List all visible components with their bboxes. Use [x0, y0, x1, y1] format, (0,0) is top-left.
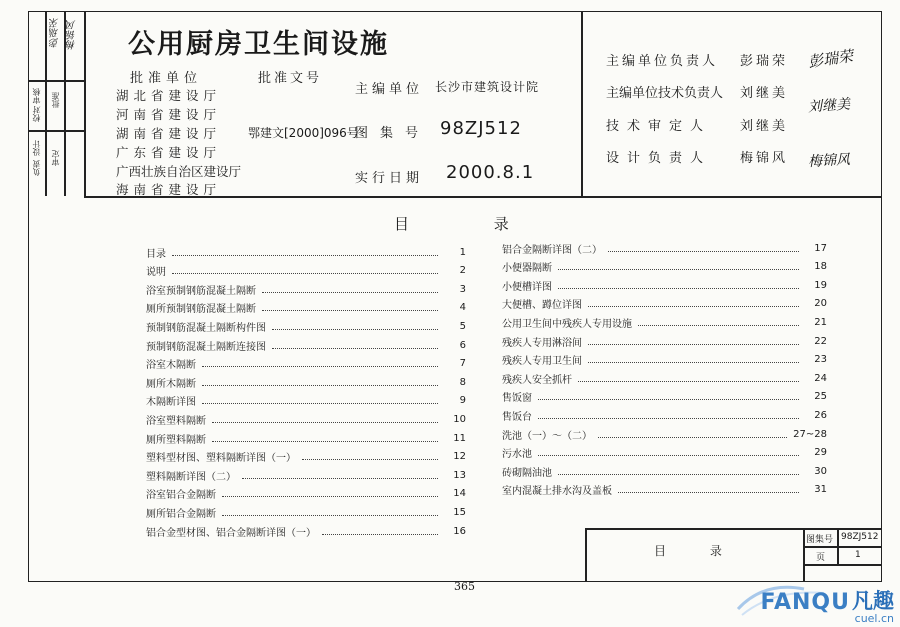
- dept-item: 湖北省建设厅: [116, 88, 222, 103]
- toc-entry: [502, 482, 827, 498]
- toc-entry-title: 塑料隔断详图（二）: [146, 471, 236, 483]
- dept-item: 广西壮族自治区建设厅: [116, 164, 242, 179]
- toc-entry-title: 厕所塑料隔断: [146, 434, 206, 446]
- toc-entry: [502, 445, 827, 461]
- title-block-left: [585, 528, 587, 582]
- toc-leader-dots: [172, 273, 438, 274]
- toc-entry-page: 13: [453, 469, 466, 481]
- toc-leader-dots: [222, 515, 438, 516]
- toc-entry: [146, 318, 466, 334]
- toc-leader-dots: [538, 399, 799, 400]
- toc-leader-dots: [202, 366, 438, 367]
- title-block-atlas-label: 图集号: [806, 535, 834, 545]
- toc-entry-page: 10: [453, 413, 466, 425]
- toc-entry: [146, 300, 466, 316]
- page-number: 365: [454, 580, 475, 593]
- title-block-page-label: 页: [816, 553, 826, 563]
- toc-entry: [146, 337, 466, 353]
- toc-leader-dots: [172, 255, 438, 256]
- watermark-logo: [760, 585, 894, 625]
- toc-entry-title: 说明: [146, 267, 166, 279]
- toc-entry-title: 小便器隔断: [502, 263, 552, 275]
- toc-entry: [146, 281, 466, 297]
- toc-entry-title: 公用卫生间中残疾人专用设施: [502, 318, 632, 330]
- toc-entry: [502, 240, 827, 256]
- toc-entry-page: 30: [814, 465, 827, 477]
- atlas-value: 98ZJ512: [440, 118, 522, 139]
- toc-title: 目 录: [394, 215, 549, 233]
- side-label: 审核: [32, 88, 41, 104]
- side-strip-divider: [64, 11, 66, 196]
- toc-entry: [502, 314, 827, 330]
- toc-entry-title: 浴室木隔断: [146, 360, 196, 372]
- toc-leader-dots: [558, 288, 799, 289]
- toc-entry-page: 11: [453, 432, 466, 444]
- chief-unit-label: 主编单位: [355, 82, 424, 97]
- side-signature: 梅锦风: [67, 20, 78, 50]
- toc-entry: [502, 463, 827, 479]
- toc-entry-page: 12: [453, 451, 466, 463]
- toc-entry: [146, 449, 466, 465]
- side-strip-divider: [84, 11, 86, 196]
- toc-entry: [502, 407, 827, 423]
- side-label: 批准: [51, 92, 60, 108]
- toc-entry-title: 预制钢筋混凝土隔断连接图: [146, 341, 266, 353]
- toc-entry-page: 5: [459, 320, 466, 332]
- dept-item: 广东省建设厅: [116, 145, 222, 160]
- contact-name: 梅锦风: [740, 151, 789, 166]
- toc-entry-title: 售饭窗: [502, 393, 532, 405]
- toc-leader-dots: [558, 474, 799, 475]
- toc-entry-title: 残疾人专用淋浴间: [502, 337, 582, 349]
- contact-signature: 梅锦风: [807, 151, 851, 171]
- toc-entry-title: 大便槽、蹲位详图: [502, 300, 582, 312]
- title-block-divider: [803, 546, 882, 548]
- contact-label: 技术审定人: [606, 119, 712, 134]
- toc-entry-title: 浴室铝合金隔断: [146, 490, 216, 502]
- toc-leader-dots: [638, 325, 799, 326]
- toc-entry: [146, 374, 466, 390]
- toc-entry-title: 砖砌隔油池: [502, 467, 552, 479]
- toc-entry-title: 木隔断详图: [146, 397, 196, 409]
- toc-entry-title: 洗池（一）～（二）: [502, 430, 592, 442]
- toc-entry-page: 4: [459, 302, 466, 314]
- toc-leader-dots: [578, 381, 799, 382]
- toc-entry: [146, 523, 466, 539]
- toc-leader-dots: [302, 459, 438, 460]
- toc-entry: [146, 430, 466, 446]
- dept-item: 河南省建设厅: [116, 107, 222, 122]
- title-block-divider: [803, 564, 882, 566]
- toc-entry-page: 19: [814, 279, 827, 291]
- contact-label: 设计负责人: [606, 151, 712, 166]
- toc-entry-title: 售饭台: [502, 411, 532, 423]
- toc-leader-dots: [222, 496, 438, 497]
- toc-entry-title: 残疾人安全抓杆: [502, 374, 572, 386]
- toc-entry: [146, 244, 466, 260]
- toc-leader-dots: [212, 422, 438, 423]
- toc-entry: [146, 263, 466, 279]
- side-strip-divider: [28, 80, 85, 82]
- toc-entry-title: 污水池: [502, 449, 532, 461]
- toc-entry-title: 残疾人专用卫生间: [502, 356, 582, 368]
- side-strip-divider: [45, 11, 47, 196]
- contact-label: 主编单位技术负责人: [606, 86, 724, 101]
- toc-entry-page: 23: [814, 354, 827, 366]
- side-label: 校对: [32, 106, 41, 122]
- approve-doc-label: 批准文号: [258, 71, 323, 86]
- toc-entry-page: 26: [814, 409, 827, 421]
- toc-entry-title: 目录: [146, 248, 166, 260]
- toc-entry-page: 29: [814, 447, 827, 459]
- toc-entry-title: 室内混凝土排水沟及盖板: [502, 486, 612, 498]
- toc-entry-page: 15: [453, 506, 466, 518]
- toc-entry-title: 铝合金型材图、铝合金隔断详图（一）: [146, 527, 316, 539]
- toc-leader-dots: [272, 348, 438, 349]
- side-signature: 彭瑞荣: [50, 18, 61, 48]
- contact-name: 刘继美: [740, 119, 789, 134]
- toc-entry-title: 浴室预制钢筋混凝土隔断: [146, 285, 256, 297]
- toc-entry: [146, 467, 466, 483]
- toc-leader-dots: [242, 478, 438, 479]
- toc-entry-page: 7: [459, 358, 466, 370]
- toc-entry-page: 31: [814, 484, 827, 496]
- toc-entry-page: 27~28: [793, 428, 827, 440]
- toc-entry-page: 8: [459, 376, 466, 388]
- toc-entry-page: 25: [814, 391, 827, 403]
- side-label: 审定: [51, 150, 60, 166]
- toc-entry: [502, 333, 827, 349]
- toc-leader-dots: [538, 418, 799, 419]
- title-block-name: 目 录: [654, 544, 742, 558]
- toc-entry: [502, 389, 827, 405]
- watermark-brand: FANQU: [760, 590, 850, 615]
- toc-leader-dots: [608, 251, 799, 252]
- toc-entry-title: 塑料型材图、塑料隔断详图（一）: [146, 453, 296, 465]
- toc-entry-page: 6: [459, 339, 466, 351]
- dept-item: 海南省建设厅: [116, 182, 222, 197]
- toc-entry-page: 14: [453, 488, 466, 500]
- dept-item: 湖南省建设厅: [116, 126, 222, 141]
- title-block-atlas-value: 98ZJ512: [841, 532, 879, 542]
- toc-leader-dots: [588, 306, 799, 307]
- toc-leader-dots: [538, 455, 799, 456]
- toc-entry: [146, 504, 466, 520]
- toc-entry: [146, 486, 466, 502]
- toc-entry-title: 厕所预制钢筋混凝土隔断: [146, 304, 256, 316]
- toc-leader-dots: [588, 344, 799, 345]
- toc-entry: [502, 259, 827, 275]
- toc-entry: [502, 426, 827, 442]
- toc-entry: [502, 352, 827, 368]
- contact-name: 刘继美: [740, 86, 789, 101]
- toc-leader-dots: [262, 310, 438, 311]
- toc-entry: [146, 393, 466, 409]
- contact-name: 彭瑞荣: [740, 54, 789, 69]
- toc-leader-dots: [558, 269, 799, 270]
- toc-entry-title: 厕所木隔断: [146, 378, 196, 390]
- toc-leader-dots: [262, 292, 438, 293]
- toc-entry: [502, 277, 827, 293]
- toc-entry: [502, 370, 827, 386]
- date-value: 2000.8.1: [446, 162, 535, 183]
- contact-signature: 彭瑞荣: [807, 46, 855, 72]
- toc-entry-page: 17: [814, 242, 827, 254]
- watermark-site: cuel.cn: [854, 612, 894, 625]
- toc-entry-title: 小便槽详图: [502, 281, 552, 293]
- toc-entry-title: 厕所铝合金隔断: [146, 508, 216, 520]
- toc-leader-dots: [202, 403, 438, 404]
- chief-unit-value: 长沙市建筑设计院: [435, 80, 540, 94]
- side-label: 设计: [32, 140, 41, 156]
- date-label: 实行日期: [355, 171, 424, 186]
- title-block-divider: [803, 528, 805, 582]
- toc-entry-page: 16: [453, 525, 466, 537]
- toc-entry-page: 1: [459, 246, 466, 258]
- watermark-cn: 凡趣: [852, 589, 894, 613]
- toc-entry-page: 2: [459, 265, 466, 277]
- approve-doc-value: 鄂建文[2000]096号: [248, 126, 359, 140]
- toc-entry-title: 浴室塑料隔断: [146, 415, 206, 427]
- toc-leader-dots: [272, 329, 438, 330]
- toc-entry: [502, 296, 827, 312]
- toc-entry-title: 铝合金隔断详图（二）: [502, 244, 602, 256]
- toc-leader-dots: [618, 492, 799, 493]
- toc-leader-dots: [212, 441, 438, 442]
- document-title: 公用厨房卫生间设施: [128, 29, 389, 60]
- toc-entry-page: 24: [814, 372, 827, 384]
- toc-entry-page: 22: [814, 335, 827, 347]
- approve-unit-label: 批准单位: [130, 71, 203, 86]
- side-strip-divider: [28, 130, 85, 132]
- toc-leader-dots: [588, 362, 799, 363]
- toc-entry: [146, 411, 466, 427]
- toc-entry-page: 21: [814, 316, 827, 328]
- toc-leader-dots: [322, 534, 438, 535]
- contact-signature: 刘继美: [807, 96, 851, 116]
- toc-leader-dots: [598, 437, 787, 438]
- toc-entry-page: 3: [459, 283, 466, 295]
- header-divider: [581, 11, 583, 196]
- toc-entry: [146, 356, 466, 372]
- toc-entry-page: 18: [814, 261, 827, 273]
- side-label: 负责: [32, 160, 41, 176]
- atlas-label: 图集号: [355, 126, 431, 141]
- toc-entry-title: 预制钢筋混凝土隔断构件图: [146, 322, 266, 334]
- contact-label: 主编单位负责人: [606, 54, 719, 69]
- toc-leader-dots: [202, 385, 438, 386]
- toc-entry-page: 9: [459, 395, 466, 407]
- toc-entry-page: 20: [814, 298, 827, 310]
- title-block-page-value: 1: [855, 550, 861, 560]
